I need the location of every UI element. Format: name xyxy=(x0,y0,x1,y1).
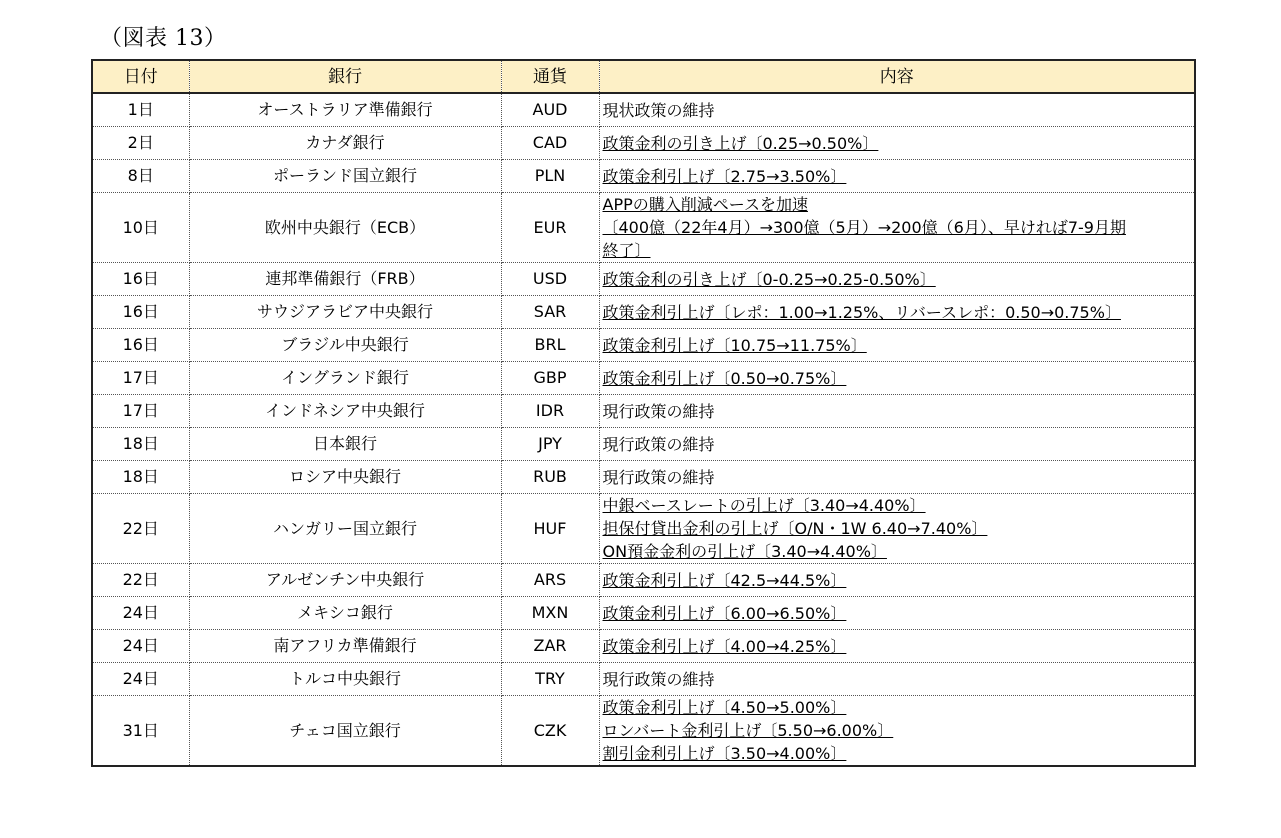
date-cell: 10日 xyxy=(92,193,189,263)
content-cell xyxy=(599,630,1195,663)
content-line: 〔400億（22年4月）→300億（5月）→200億（6月）、早ければ7-9月期 xyxy=(602,218,1126,237)
content-line: 政策金利引上げ〔2.75→3.50%〕 xyxy=(602,166,847,186)
date-cell: 8日 xyxy=(92,160,189,193)
currency-cell: SAR xyxy=(501,296,599,329)
bank-cell: サウジアラビア中央銀行 xyxy=(189,296,501,329)
content-line: 現状政策の維持 xyxy=(602,100,715,120)
content-line: 現行政策の維持 xyxy=(602,401,715,421)
content-line: ON預金金利の引上げ〔3.40→4.40%〕 xyxy=(602,542,887,561)
bank-cell: インドネシア中央銀行 xyxy=(189,395,501,428)
content-line: 担保付貸出金利の引上げ〔O/N・1W 6.40→7.40%〕 xyxy=(602,519,988,538)
content-cell xyxy=(599,362,1195,395)
currency-cell: AUD xyxy=(501,93,599,127)
content-cell xyxy=(599,564,1195,597)
bank-cell: ロシア中央銀行 xyxy=(189,461,501,494)
content-cell xyxy=(599,263,1195,296)
currency-cell: BRL xyxy=(501,329,599,362)
currency-cell: CAD xyxy=(501,127,599,160)
date-cell: 24日 xyxy=(92,597,189,630)
table-row xyxy=(92,428,1195,461)
content-cell xyxy=(599,597,1195,630)
table-row xyxy=(92,263,1195,296)
date-cell: 31日 xyxy=(92,696,189,767)
content-cell xyxy=(599,696,1195,767)
currency-cell: GBP xyxy=(501,362,599,395)
table-row xyxy=(92,630,1195,663)
figure-caption: （図表 13） xyxy=(100,26,227,51)
content-line: 現行政策の維持 xyxy=(602,669,715,689)
header-content: 内容 xyxy=(599,60,1195,93)
table-header-row xyxy=(92,60,1195,93)
content-line: 終了〕 xyxy=(602,241,651,260)
bank-cell: チェコ国立銀行 xyxy=(189,696,501,767)
date-cell: 17日 xyxy=(92,395,189,428)
content-line: 政策金利引上げ〔10.75→11.75%〕 xyxy=(602,335,867,355)
bank-cell: 欧州中央銀行（ECB） xyxy=(189,193,501,263)
bank-cell: アルゼンチン中央銀行 xyxy=(189,564,501,597)
content-cell xyxy=(599,193,1195,263)
bank-cell: カナダ銀行 xyxy=(189,127,501,160)
currency-cell: EUR xyxy=(501,193,599,263)
date-cell: 22日 xyxy=(92,564,189,597)
content-cell xyxy=(599,93,1195,127)
currency-cell: RUB xyxy=(501,461,599,494)
content-cell xyxy=(599,461,1195,494)
content-cell xyxy=(599,494,1195,564)
table-row xyxy=(92,696,1195,767)
bank-cell: 日本銀行 xyxy=(189,428,501,461)
table-row xyxy=(92,329,1195,362)
table-row xyxy=(92,296,1195,329)
content-line: 割引金利引上げ〔3.50→4.00%〕 xyxy=(602,744,847,763)
currency-cell: MXN xyxy=(501,597,599,630)
table-row xyxy=(92,461,1195,494)
content-cell xyxy=(599,395,1195,428)
currency-cell: ZAR xyxy=(501,630,599,663)
bank-cell: オーストラリア準備銀行 xyxy=(189,93,501,127)
content-cell xyxy=(599,296,1195,329)
currency-cell: PLN xyxy=(501,160,599,193)
table-row xyxy=(92,494,1195,564)
date-cell: 1日 xyxy=(92,93,189,127)
bank-cell: イングランド銀行 xyxy=(189,362,501,395)
content-line: 政策金利引上げ〔0.50→0.75%〕 xyxy=(602,368,847,388)
date-cell: 24日 xyxy=(92,663,189,696)
content-line: 政策金利引上げ〔6.00→6.50%〕 xyxy=(602,603,847,623)
table-row xyxy=(92,663,1195,696)
content-cell xyxy=(599,428,1195,461)
content-line: 政策金利引上げ〔42.5→44.5%〕 xyxy=(602,570,847,590)
content-line: 政策金利引上げ〔4.00→4.25%〕 xyxy=(602,636,847,656)
content-cell xyxy=(599,329,1195,362)
content-cell xyxy=(599,160,1195,193)
bank-cell: トルコ中央銀行 xyxy=(189,663,501,696)
header-bank: 銀行 xyxy=(189,60,501,93)
content-line: 現行政策の維持 xyxy=(602,434,715,454)
bank-cell: メキシコ銀行 xyxy=(189,597,501,630)
content-cell xyxy=(599,663,1195,696)
table-row xyxy=(92,93,1195,127)
date-cell: 17日 xyxy=(92,362,189,395)
content-line: 中銀ベースレートの引上げ〔3.40→4.40%〕 xyxy=(602,496,926,515)
header-date: 日付 xyxy=(92,60,189,93)
content-line: APPの購入削減ペースを加速 xyxy=(602,195,808,214)
bank-cell: 連邦準備銀行（FRB） xyxy=(189,263,501,296)
bank-cell: ハンガリー国立銀行 xyxy=(189,494,501,564)
date-cell: 16日 xyxy=(92,329,189,362)
currency-cell: ARS xyxy=(501,564,599,597)
currency-cell: JPY xyxy=(501,428,599,461)
bank-cell: ポーランド国立銀行 xyxy=(189,160,501,193)
header-currency: 通貨 xyxy=(501,60,599,93)
bank-cell: ブラジル中央銀行 xyxy=(189,329,501,362)
content-line: 政策金利の引き上げ〔0-0.25→0.25-0.50%〕 xyxy=(602,269,936,289)
currency-cell: CZK xyxy=(501,696,599,767)
content-cell xyxy=(599,127,1195,160)
date-cell: 2日 xyxy=(92,127,189,160)
currency-cell: TRY xyxy=(501,663,599,696)
date-cell: 18日 xyxy=(92,428,189,461)
table-row xyxy=(92,395,1195,428)
table-row xyxy=(92,362,1195,395)
date-cell: 22日 xyxy=(92,494,189,564)
currency-cell: IDR xyxy=(501,395,599,428)
content-line: 政策金利の引き上げ〔0.25→0.50%〕 xyxy=(602,133,879,153)
currency-cell: HUF xyxy=(501,494,599,564)
currency-cell: USD xyxy=(501,263,599,296)
table-row xyxy=(92,564,1195,597)
table-body xyxy=(92,93,1195,766)
content-line: ロンバート金利引上げ〔5.50→6.00%〕 xyxy=(602,721,894,740)
date-cell: 18日 xyxy=(92,461,189,494)
content-line: 現行政策の維持 xyxy=(602,467,715,487)
date-cell: 16日 xyxy=(92,296,189,329)
content-line: 政策金利引上げ〔レポ：1.00→1.25%、リバースレポ：0.50→0.75%〕 xyxy=(602,302,1121,322)
table-row xyxy=(92,127,1195,160)
content-line: 政策金利引上げ〔4.50→5.00%〕 xyxy=(602,698,847,717)
table-row xyxy=(92,597,1195,630)
bank-cell: 南アフリカ準備銀行 xyxy=(189,630,501,663)
date-cell: 24日 xyxy=(92,630,189,663)
central-bank-policy-table xyxy=(91,59,1196,767)
table-row xyxy=(92,160,1195,193)
date-cell: 16日 xyxy=(92,263,189,296)
table-row xyxy=(92,193,1195,263)
